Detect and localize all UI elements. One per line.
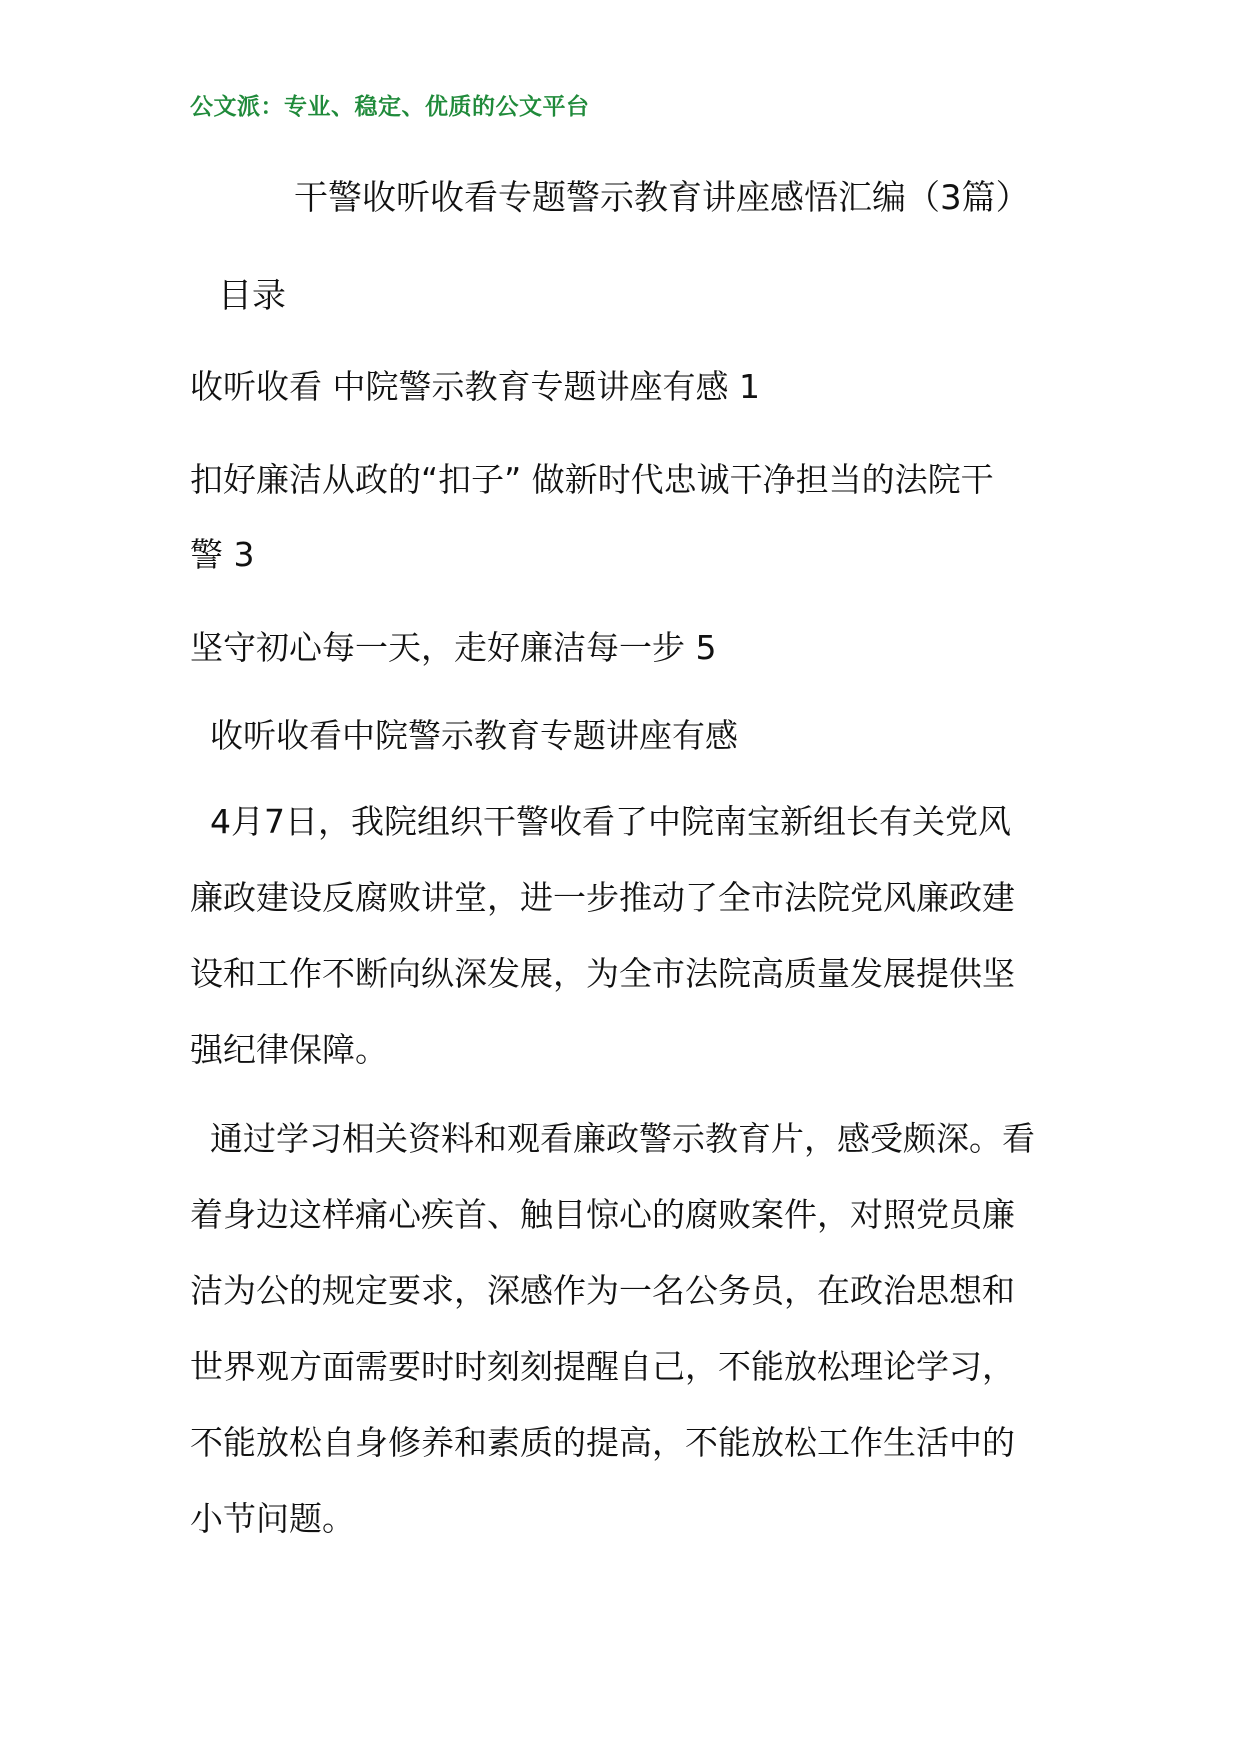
document-title: 干警收听收看专题警示教育讲座感悟汇编（3篇）	[294, 178, 1030, 218]
paragraph-line: 强纪律保障。	[190, 1030, 388, 1069]
paragraph-line: 通过学习相关资料和观看廉政警示教育片，感受颇深。看	[210, 1119, 1035, 1158]
brand-header: 公文派：专业、稳定、优质的公文平台	[190, 94, 590, 120]
toc-item-1: 收听收看 中院警示教育专题讲座有感 1	[190, 367, 760, 406]
paragraph-line: 4月7日，我院组织干警收看了中院南宝新组长有关党风	[210, 802, 1011, 841]
paragraph-line: 洁为公的规定要求，深感作为一名公务员，在政治思想和	[190, 1271, 1015, 1310]
paragraph-line: 着身边这样痛心疾首、触目惊心的腐败案件，对照党员廉	[190, 1195, 1015, 1234]
paragraph-line: 小节问题。	[190, 1499, 355, 1538]
paragraph-line: 设和工作不断向纵深发展，为全市法院高质量发展提供坚	[190, 954, 1015, 993]
paragraph-line: 廉政建设反腐败讲堂，进一步推动了全市法院党风廉政建	[190, 878, 1015, 917]
toc-heading: 目录	[218, 276, 286, 316]
section-heading: 收听收看中院警示教育专题讲座有感	[210, 716, 738, 755]
toc-item-3: 坚守初心每一天，走好廉洁每一步 5	[190, 628, 717, 667]
paragraph-line: 不能放松自身修养和素质的提高，不能放松工作生活中的	[190, 1423, 1015, 1462]
toc-item-2-line-2: 警 3	[190, 535, 255, 574]
paragraph-line: 世界观方面需要时时刻刻提醒自己，不能放松理论学习，	[190, 1347, 1015, 1386]
toc-item-2-line-1: 扣好廉洁从政的“扣子” 做新时代忠诚干净担当的法院干	[190, 460, 994, 499]
paragraph-1	[190, 800, 1060, 1104]
paragraph-2	[190, 1117, 1060, 1573]
